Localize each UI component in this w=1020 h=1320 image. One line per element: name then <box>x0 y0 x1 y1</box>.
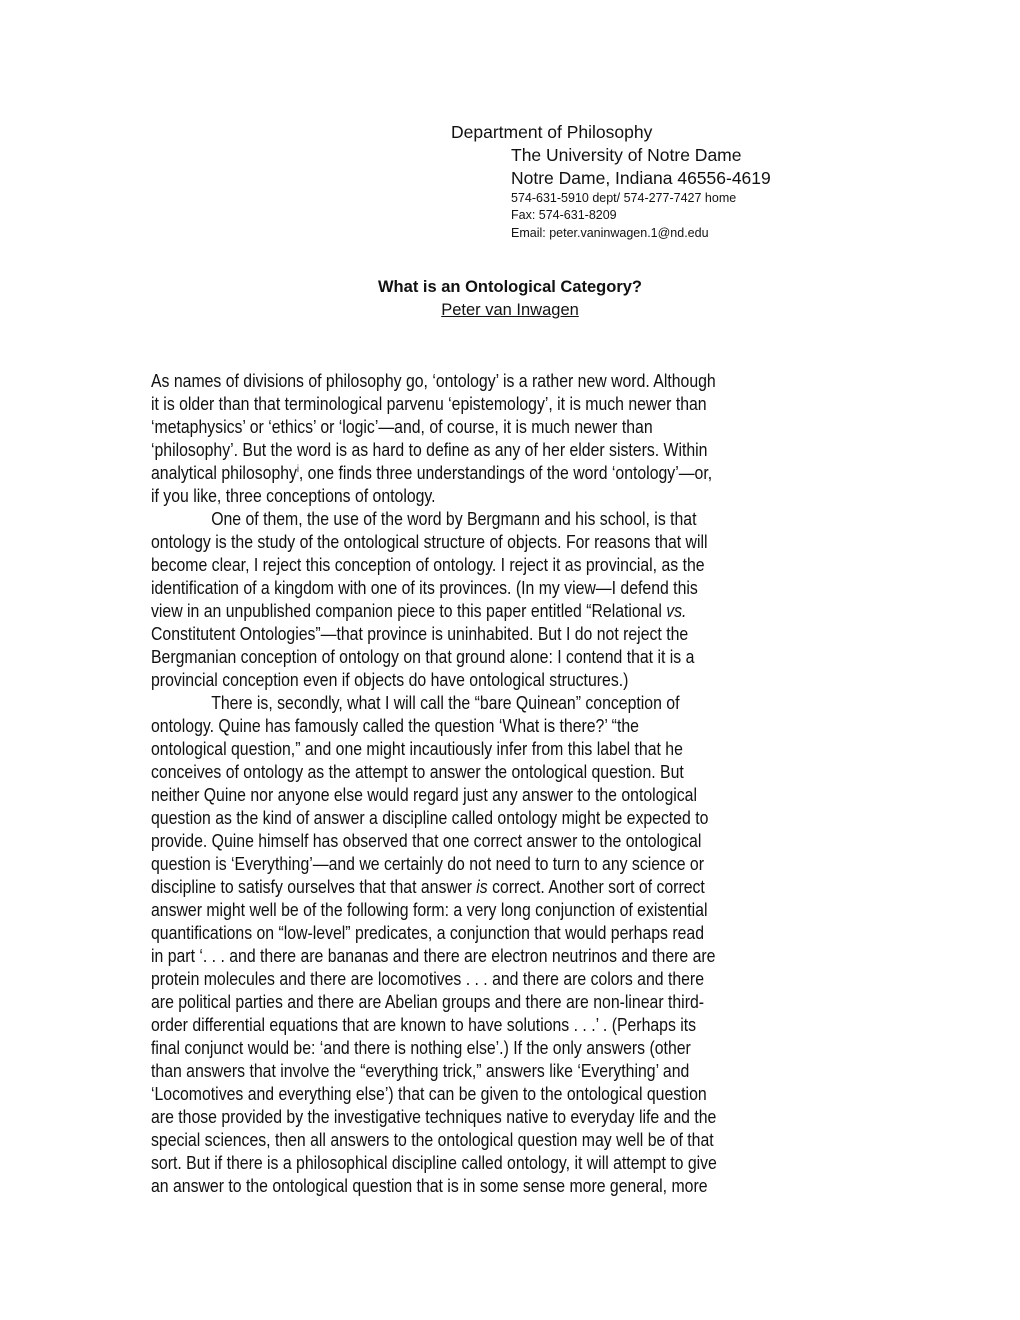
text-line: Bergmanian conception of ontology on that ground alone: I contend that it is a <box>151 646 695 667</box>
italic-text: vs. <box>666 600 687 621</box>
text-line: question is ‘Everything’—and we certainly do not need to turn to any science or <box>151 853 705 874</box>
paragraph-2 <box>151 507 881 691</box>
text-line <box>151 599 779 622</box>
text-line: provide. Quine himself has observed that one correct answer to the ontological <box>151 830 702 851</box>
body-text <box>151 369 881 1197</box>
text-segment: , one finds three understandings of the word ‘ontology’—or, <box>298 462 713 483</box>
text-line: sort. But if there is a philosophical discipline called ontology, it will attempt to give <box>151 1152 717 1173</box>
text-line: ontology. Quine has famously called the question ‘What is there?’ “the <box>151 715 639 736</box>
text-line: One of them, the use of the word by Bergmann and his school, is that <box>211 508 697 529</box>
text-line: answer might well be of the following form: a very long conjunction of existential <box>151 899 708 920</box>
text-segment: discipline to satisfy ourselves that that answer <box>151 876 477 897</box>
text-segment: correct. Another sort of correct <box>487 876 705 897</box>
fax-number: Fax: 574-631-8209 <box>511 208 617 222</box>
text-line: ‘philosophy’. But the word is as hard to define as any of her elder sisters. Within <box>151 439 708 460</box>
text-segment: analytical philosophy <box>151 462 297 483</box>
university-name: The University of Notre Dame <box>511 145 742 165</box>
text-line: ‘Locomotives and everything else’) that can be given to the ontological question <box>151 1083 707 1104</box>
text-line: in part ‘. . . and there are bananas and there are electron neutrinos and there are <box>151 945 716 966</box>
text-line: if you like, three conceptions of ontology. <box>151 485 436 506</box>
text-line: As names of divisions of philosophy go, ‘ontology’ is a rather new word. Although <box>151 370 716 391</box>
text-line: conceives of ontology as the attempt to answer the ontological question. But <box>151 761 684 782</box>
text-line: order differential equations that are known to have solutions . . .’ . (Perhaps its <box>151 1014 697 1035</box>
paper-author: Peter van Inwagen <box>441 301 579 319</box>
text-line: provincial conception even if objects do have ontological structures.) <box>151 669 629 690</box>
text-line: protein molecules and there are locomotives . . . and there are colors and there <box>151 968 704 989</box>
text-line: an answer to the ontological question that is in some sense more general, more <box>151 1175 708 1196</box>
department-name: Department of Philosophy <box>451 122 653 142</box>
paragraph-1 <box>151 369 881 507</box>
text-line: are political parties and there are Abelian groups and there are non-linear third- <box>151 991 705 1012</box>
paragraph-3 <box>151 691 881 1197</box>
text-line: become clear, I reject this conception of ontology. I reject it as provincial, as the <box>151 554 705 575</box>
text-line: final conjunct would be: ‘and there is nothing else’.) If the only answers (other <box>151 1037 691 1058</box>
text-line: than answers that involve the “everything trick,” answers like ‘Everything’ and <box>151 1060 690 1081</box>
text-line: ontological question,” and one might incautiously infer from this label that he <box>151 738 683 759</box>
italic-text: is <box>476 876 488 897</box>
text-line <box>151 875 779 898</box>
text-line: neither Quine nor anyone else would regard just any answer to the ontological <box>151 784 697 805</box>
text-line: are those provided by the investigative techniques native to everyday life and the <box>151 1106 717 1127</box>
email-address: Email: peter.vaninwagen.1@nd.edu <box>511 226 709 240</box>
text-line: quantifications on “low-level” predicates, a conjunction that would perhaps read <box>151 922 705 943</box>
text-line: There is, secondly, what I will call the “bare Quinean” conception of <box>211 692 680 713</box>
phone-numbers: 574-631-5910 dept/ 574-277-7427 home <box>511 191 737 205</box>
text-line: question as the kind of answer a discipline called ontology might be expected to <box>151 807 709 828</box>
text-line: ‘metaphysics’ or ‘ethics’ or ‘logic’—and, of course, it is much newer than <box>151 416 653 437</box>
city-state-zip: Notre Dame, Indiana 46556-4619 <box>511 168 771 188</box>
footnote-marker[interactable]: i <box>296 463 299 475</box>
paper-title: What is an Ontological Category? <box>377 278 643 296</box>
text-line: it is older than that terminological parvenu ‘epistemology’, it is much newer than <box>151 393 707 414</box>
text-line: special sciences, then all answers to the ontological question may well be of that <box>151 1129 714 1150</box>
text-line <box>151 461 779 484</box>
text-segment: view in an unpublished companion piece to this paper entitled “Relational <box>151 600 667 621</box>
text-line: Constitutent Ontologies”—that province is uninhabited. But I do not reject the <box>151 623 689 644</box>
text-line: ontology is the study of the ontological structure of objects. For reasons that will <box>151 531 708 552</box>
text-line: identification of a kingdom with one of its provinces. (In my view—I defend this <box>151 577 698 598</box>
